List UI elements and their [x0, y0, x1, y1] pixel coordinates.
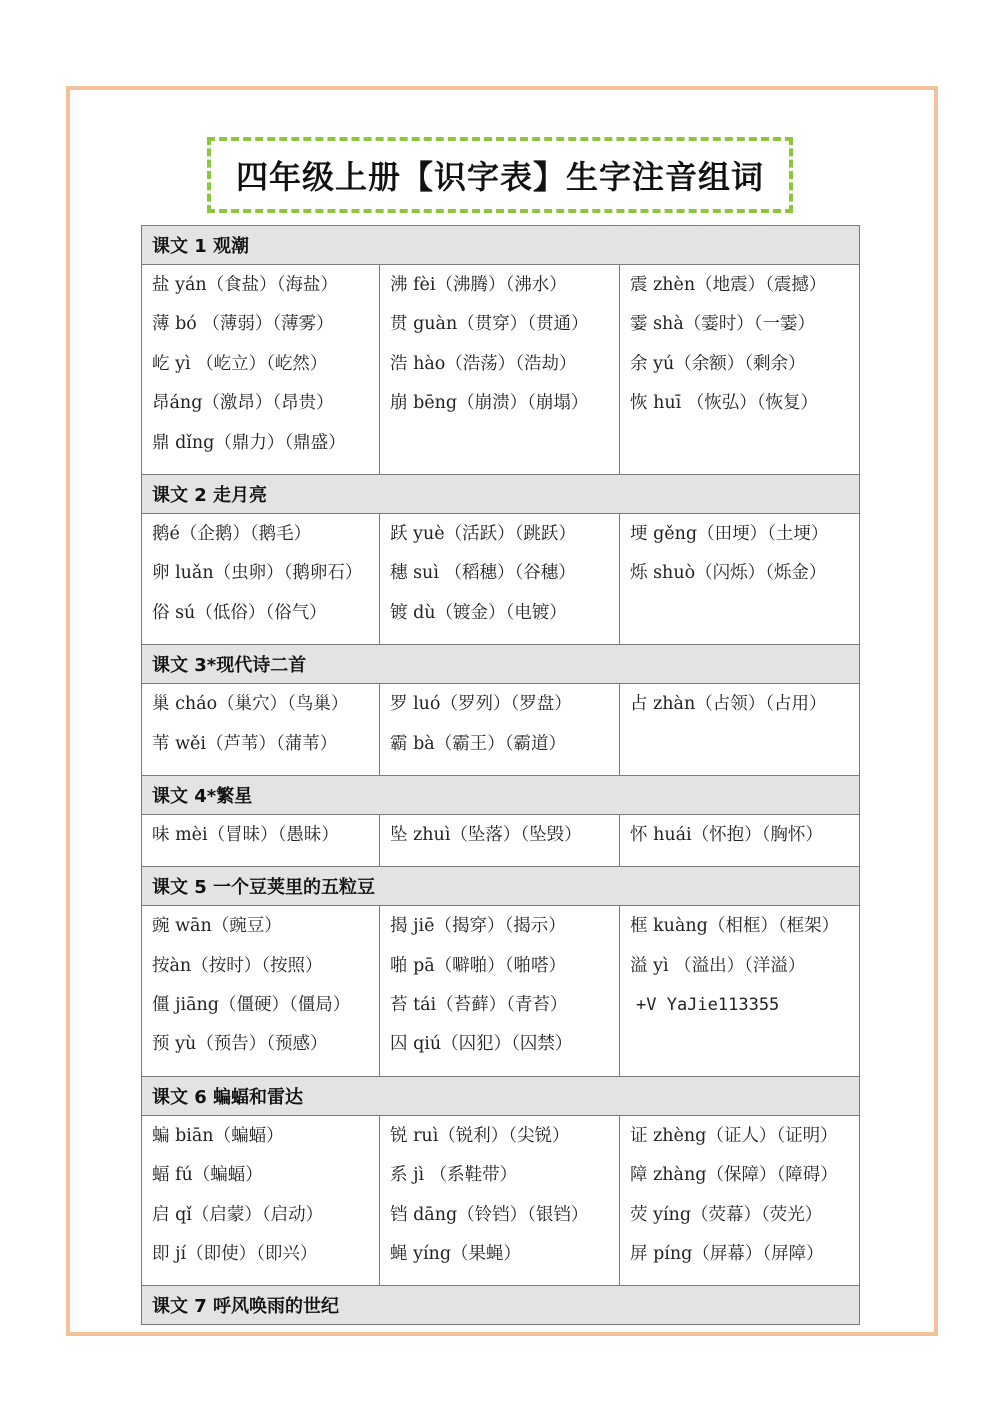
lesson-header-row	[142, 645, 860, 684]
character-entry: 沸 fèi（沸腾）（沸水）	[390, 275, 567, 295]
character-entry: 锐 ruì（锐利）（尖锐）	[390, 1125, 570, 1146]
lesson-title: 课文 2 走月亮	[142, 474, 860, 513]
character-column	[380, 513, 620, 644]
character-entry: 霸 bà（霸王）（霸道）	[390, 733, 566, 754]
character-entry: 启 qǐ（启蒙）（启动）	[152, 1204, 324, 1225]
character-column	[142, 684, 380, 776]
character-entry: 囚 qiú（囚犯）（囚禁）	[390, 1034, 573, 1055]
character-entry: 浩 hào（浩荡）（浩劫）	[390, 353, 577, 374]
lesson-title: 课文 3*现代诗二首	[142, 645, 860, 684]
character-column	[620, 513, 860, 644]
lesson-content-row	[142, 265, 860, 475]
character-entry: 预 yù（预告）（预感）	[152, 1034, 328, 1055]
character-column	[380, 814, 620, 866]
character-column	[380, 906, 620, 1077]
lesson-title: 课文 6 蝙蝠和雷达	[142, 1076, 860, 1115]
character-column	[380, 265, 620, 475]
lesson-content-row	[142, 684, 860, 776]
lesson-content-row	[142, 814, 860, 866]
character-entry: 框 kuàng（相框）（框架）	[630, 916, 840, 937]
character-entry: 烁 shuò（闪烁）（烁金）	[630, 563, 827, 584]
character-entry: 薄 bó （薄弱）（薄雾）	[152, 314, 334, 335]
character-entry: 占 zhàn（占领）（占用）	[630, 694, 827, 715]
character-entry: 屹 yì （屹立）（屹然）	[152, 353, 328, 374]
character-entry: 崩 bēng（崩溃）（崩塌）	[390, 393, 589, 414]
character-column	[620, 906, 860, 1077]
lesson-header-row	[142, 226, 860, 265]
character-entry: 屏 píng（屏幕）（屏障）	[630, 1244, 824, 1265]
character-entry: 巢 cháo（巢穴）（鸟巢）	[152, 694, 349, 715]
contact-note: +V YaJie113355	[636, 995, 780, 1016]
character-entry: 味 mèi（冒昧）（愚昧）	[152, 824, 339, 845]
character-entry: 豌 wān（豌豆）	[152, 916, 282, 937]
character-column	[620, 1115, 860, 1286]
character-entry: 铛 dāng（铃铛）（银铛）	[390, 1204, 589, 1225]
character-entry: 证 zhèng（证人）（证明）	[630, 1125, 838, 1146]
character-column	[142, 1115, 380, 1286]
character-entry: 坠 zhuì（坠落）（坠毁）	[390, 824, 582, 845]
character-column	[620, 684, 860, 776]
character-table	[141, 225, 860, 1325]
character-entry: 霎 shà（霎时）（一霎）	[630, 314, 815, 335]
character-entry: 蝙 biān（蝙蝠）	[152, 1125, 284, 1146]
character-entry: 蝠 fú（蝙蝠）	[152, 1165, 263, 1186]
title-box	[207, 137, 793, 213]
character-entry: 俗 sú（低俗）（俗气）	[152, 602, 327, 623]
character-column	[142, 513, 380, 644]
lesson-title: 课文 5 一个豆荚里的五粒豆	[142, 867, 860, 906]
character-column	[380, 1115, 620, 1286]
lesson-content-row	[142, 1115, 860, 1286]
lesson-header-row	[142, 474, 860, 513]
character-entry: 鹅é（企鹅）（鹅毛）	[152, 523, 312, 544]
character-column	[142, 265, 380, 475]
character-entry: 怀 huái（怀抱）（胸怀）	[630, 824, 823, 845]
character-column	[620, 814, 860, 866]
character-entry: 按àn（按时）（按照）	[152, 955, 323, 976]
character-column	[380, 684, 620, 776]
lesson-content-row	[142, 906, 860, 1077]
character-entry: 余 yú（余额）（剩余）	[630, 353, 806, 374]
lesson-header-row	[142, 867, 860, 906]
character-entry: 埂 gěng（田埂）（土埂）	[630, 523, 829, 544]
character-entry: 障 zhàng（保障）（障碍）	[630, 1165, 838, 1186]
lesson-header-row	[142, 1076, 860, 1115]
character-entry: 恢 huī （恢弘）（恢复）	[630, 393, 819, 414]
character-entry: 苇 wěi（芦苇）（蒲苇）	[152, 733, 338, 754]
character-entry: 盐 yán（食盐）（海盐）	[152, 275, 338, 295]
character-column	[142, 814, 380, 866]
lesson-header-row	[142, 1286, 860, 1325]
character-entry: 贯 guàn（贯穿）（贯通）	[390, 314, 589, 335]
character-entry: 罗 luó（罗列）（罗盘）	[390, 694, 572, 715]
character-entry: 镀 dù（镀金）（电镀）	[390, 602, 567, 623]
page-title: 四年级上册【识字表】生字注音组词	[235, 158, 764, 196]
lesson-content-row	[142, 513, 860, 644]
lesson-title: 课文 4*繁星	[142, 775, 860, 814]
character-entry: 揭 jiē（揭穿）（揭示）	[390, 916, 566, 937]
character-column	[620, 265, 860, 475]
character-entry: 跃 yuè（活跃）（跳跃）	[390, 523, 576, 544]
character-entry: 鼎 dǐng（鼎力）（鼎盛）	[152, 432, 346, 453]
character-column	[142, 906, 380, 1077]
character-entry: 僵 jiāng（僵硬）（僵局）	[152, 995, 351, 1016]
character-entry: 系 jì （系鞋带）	[390, 1165, 518, 1186]
character-entry: 苔 tái（苔藓）（青苔）	[390, 995, 568, 1016]
lesson-title: 课文 7 呼风唤雨的世纪	[142, 1286, 860, 1325]
character-entry: 穗 suì （稻穗）（谷穗）	[390, 563, 576, 584]
character-entry: 啪 pā（噼啪）（啪嗒）	[390, 955, 566, 976]
character-entry: 震 zhèn（地震）（震撼）	[630, 275, 827, 295]
character-entry: 蝇 yíng（果蝇）	[390, 1244, 522, 1265]
lesson-header-row	[142, 775, 860, 814]
character-entry: 即 jí（即使）（即兴）	[152, 1244, 318, 1265]
character-entry: 昂áng（激昂）（昂贵）	[152, 393, 334, 414]
character-entry: 卵 luǎn（虫卵）（鹅卵石）	[152, 563, 363, 584]
lesson-title: 课文 1 观潮	[142, 226, 860, 265]
character-entry: 荧 yíng（荧幕）（荧光）	[630, 1204, 823, 1225]
character-entry: 溢 yì （溢出）（洋溢）	[630, 955, 806, 976]
